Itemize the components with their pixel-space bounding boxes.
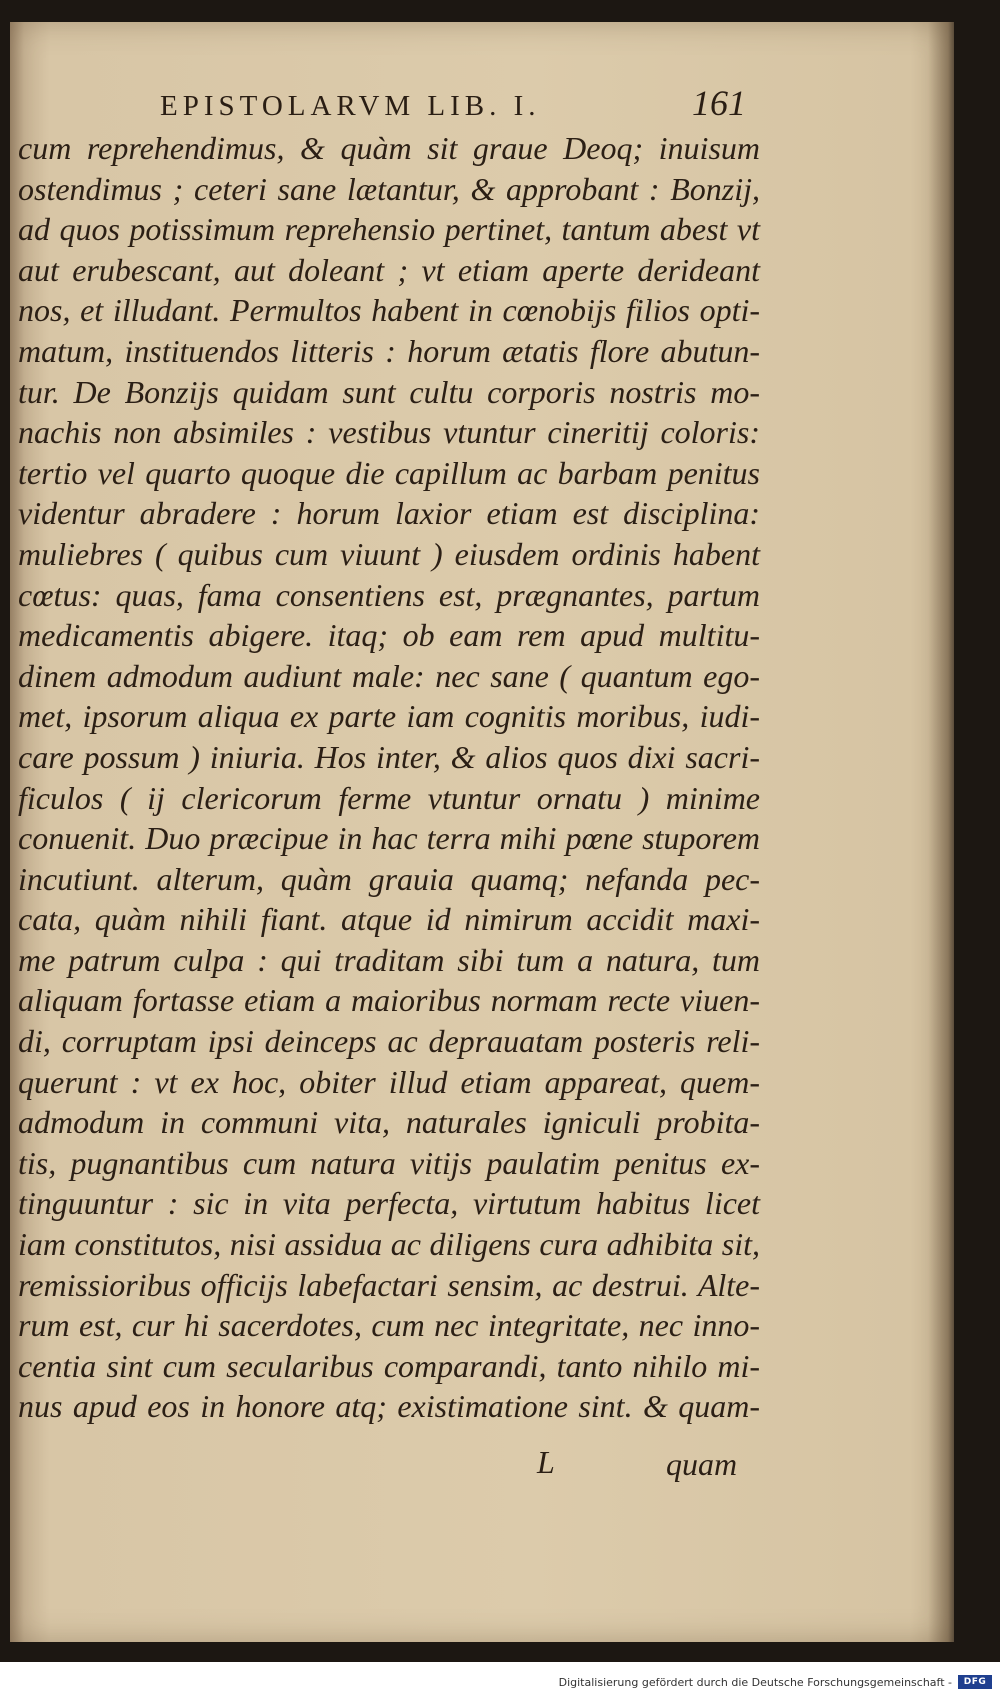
- text-line: medicamentis abigere. itaq; ob eam rem apud multitu-: [18, 617, 760, 654]
- text-line: aut erubescant, aut doleant ; vt etiam aperte derideant: [18, 251, 760, 288]
- body-text: [18, 128, 760, 1427]
- text-line: ostendimus ; ceteri sane lætantur, & approbant : Bonzij,: [18, 170, 760, 207]
- text-line: nos, et illudant. Permultos habent in cœnobijs filios opti-: [18, 292, 760, 329]
- text-line: ad quos potissimum reprehensio pertinet, tantum abest vt: [18, 211, 760, 248]
- digitization-credit: Digitalisierung gefördert durch die Deutsche Forschungsgemeinschaft -: [558, 1676, 952, 1689]
- text-line: ficulos ( ij clericorum ferme vtuntur ornatu ) minime: [18, 779, 760, 816]
- dfg-logo: DFG: [958, 1675, 992, 1689]
- signature-mark: L: [537, 1444, 555, 1480]
- text-line: rum est, cur hi sacerdotes, cum nec integritate, nec inno-: [18, 1307, 760, 1344]
- text-line: matum, instituendos litteris : horum ætatis flore abutun-: [18, 332, 760, 369]
- text-line: nachis non absimiles : vestibus vtuntur cineritij coloris:: [18, 414, 760, 451]
- text-line: cœtus: quas, fama consentiens est, prægnantes, partum: [18, 576, 760, 613]
- text-line: remissioribus officijs labefactari sensim, ac destrui. Alte-: [18, 1266, 760, 1303]
- text-line: muliebres ( quibus cum viuunt ) eiusdem ordinis habent: [18, 535, 760, 572]
- text-line: iam constitutos, nisi assidua ac diligens cura adhibita sit,: [18, 1226, 760, 1263]
- text-line: aliquam fortasse etiam a maioribus normam recte viuen-: [18, 982, 760, 1019]
- text-line: met, ipsorum aliqua ex parte iam cognitis moribus, iudi-: [18, 698, 760, 735]
- catchword: quam: [666, 1446, 738, 1482]
- text-line: nus apud eos in honore atq; existimatione sint. & quam-: [18, 1388, 760, 1425]
- text-line: dinem admodum audiunt male: nec sane ( quantum ego-: [18, 657, 760, 694]
- text-line: admodum in communi vita, naturales igniculi probita-: [18, 1104, 760, 1141]
- text-line: videntur abradere : horum laxior etiam est disciplina:: [18, 495, 760, 532]
- running-head: EPISTOLARVM LIB. I.: [160, 90, 541, 122]
- text-line: me patrum culpa : qui traditam sibi tum a natura, tum: [18, 941, 760, 978]
- text-line: incutiunt. alterum, quàm grauia quamq; nefanda pec-: [18, 860, 760, 897]
- text-line: cata, quàm nihili fiant. atque id nimirum accidit maxi-: [18, 901, 760, 938]
- text-line: conuenit. Duo præcipue in hac terra mihi pœne stuporem: [18, 820, 760, 857]
- page-number: 161: [692, 83, 746, 123]
- text-line: tis, pugnantibus cum natura vitijs paulatim penitus ex-: [18, 1144, 760, 1181]
- page-edge-shadow: [928, 22, 954, 1642]
- text-line: care possum ) iniuria. Hos inter, & alios quos dixi sacri-: [18, 738, 760, 775]
- text-line: cum reprehendimus, & quàm sit graue Deoq; inuisum: [18, 130, 760, 166]
- text-line: tinguuntur : sic in vita perfecta, virtutum habitus licet: [18, 1185, 760, 1222]
- text-line: tertio vel quarto quoque die capillum ac barbam penitus: [18, 454, 760, 491]
- text-line: tur. De Bonzijs quidam sunt cultu corporis nostris mo-: [18, 373, 760, 410]
- text-line: di, corruptam ipsi deinceps ac deprauatam posteris reli-: [18, 1023, 760, 1060]
- text-line: querunt : vt ex hoc, obiter illud etiam appareat, quem-: [18, 1063, 760, 1100]
- text-line: centia sint cum secularibus comparandi, tanto nihilo mi-: [18, 1347, 760, 1384]
